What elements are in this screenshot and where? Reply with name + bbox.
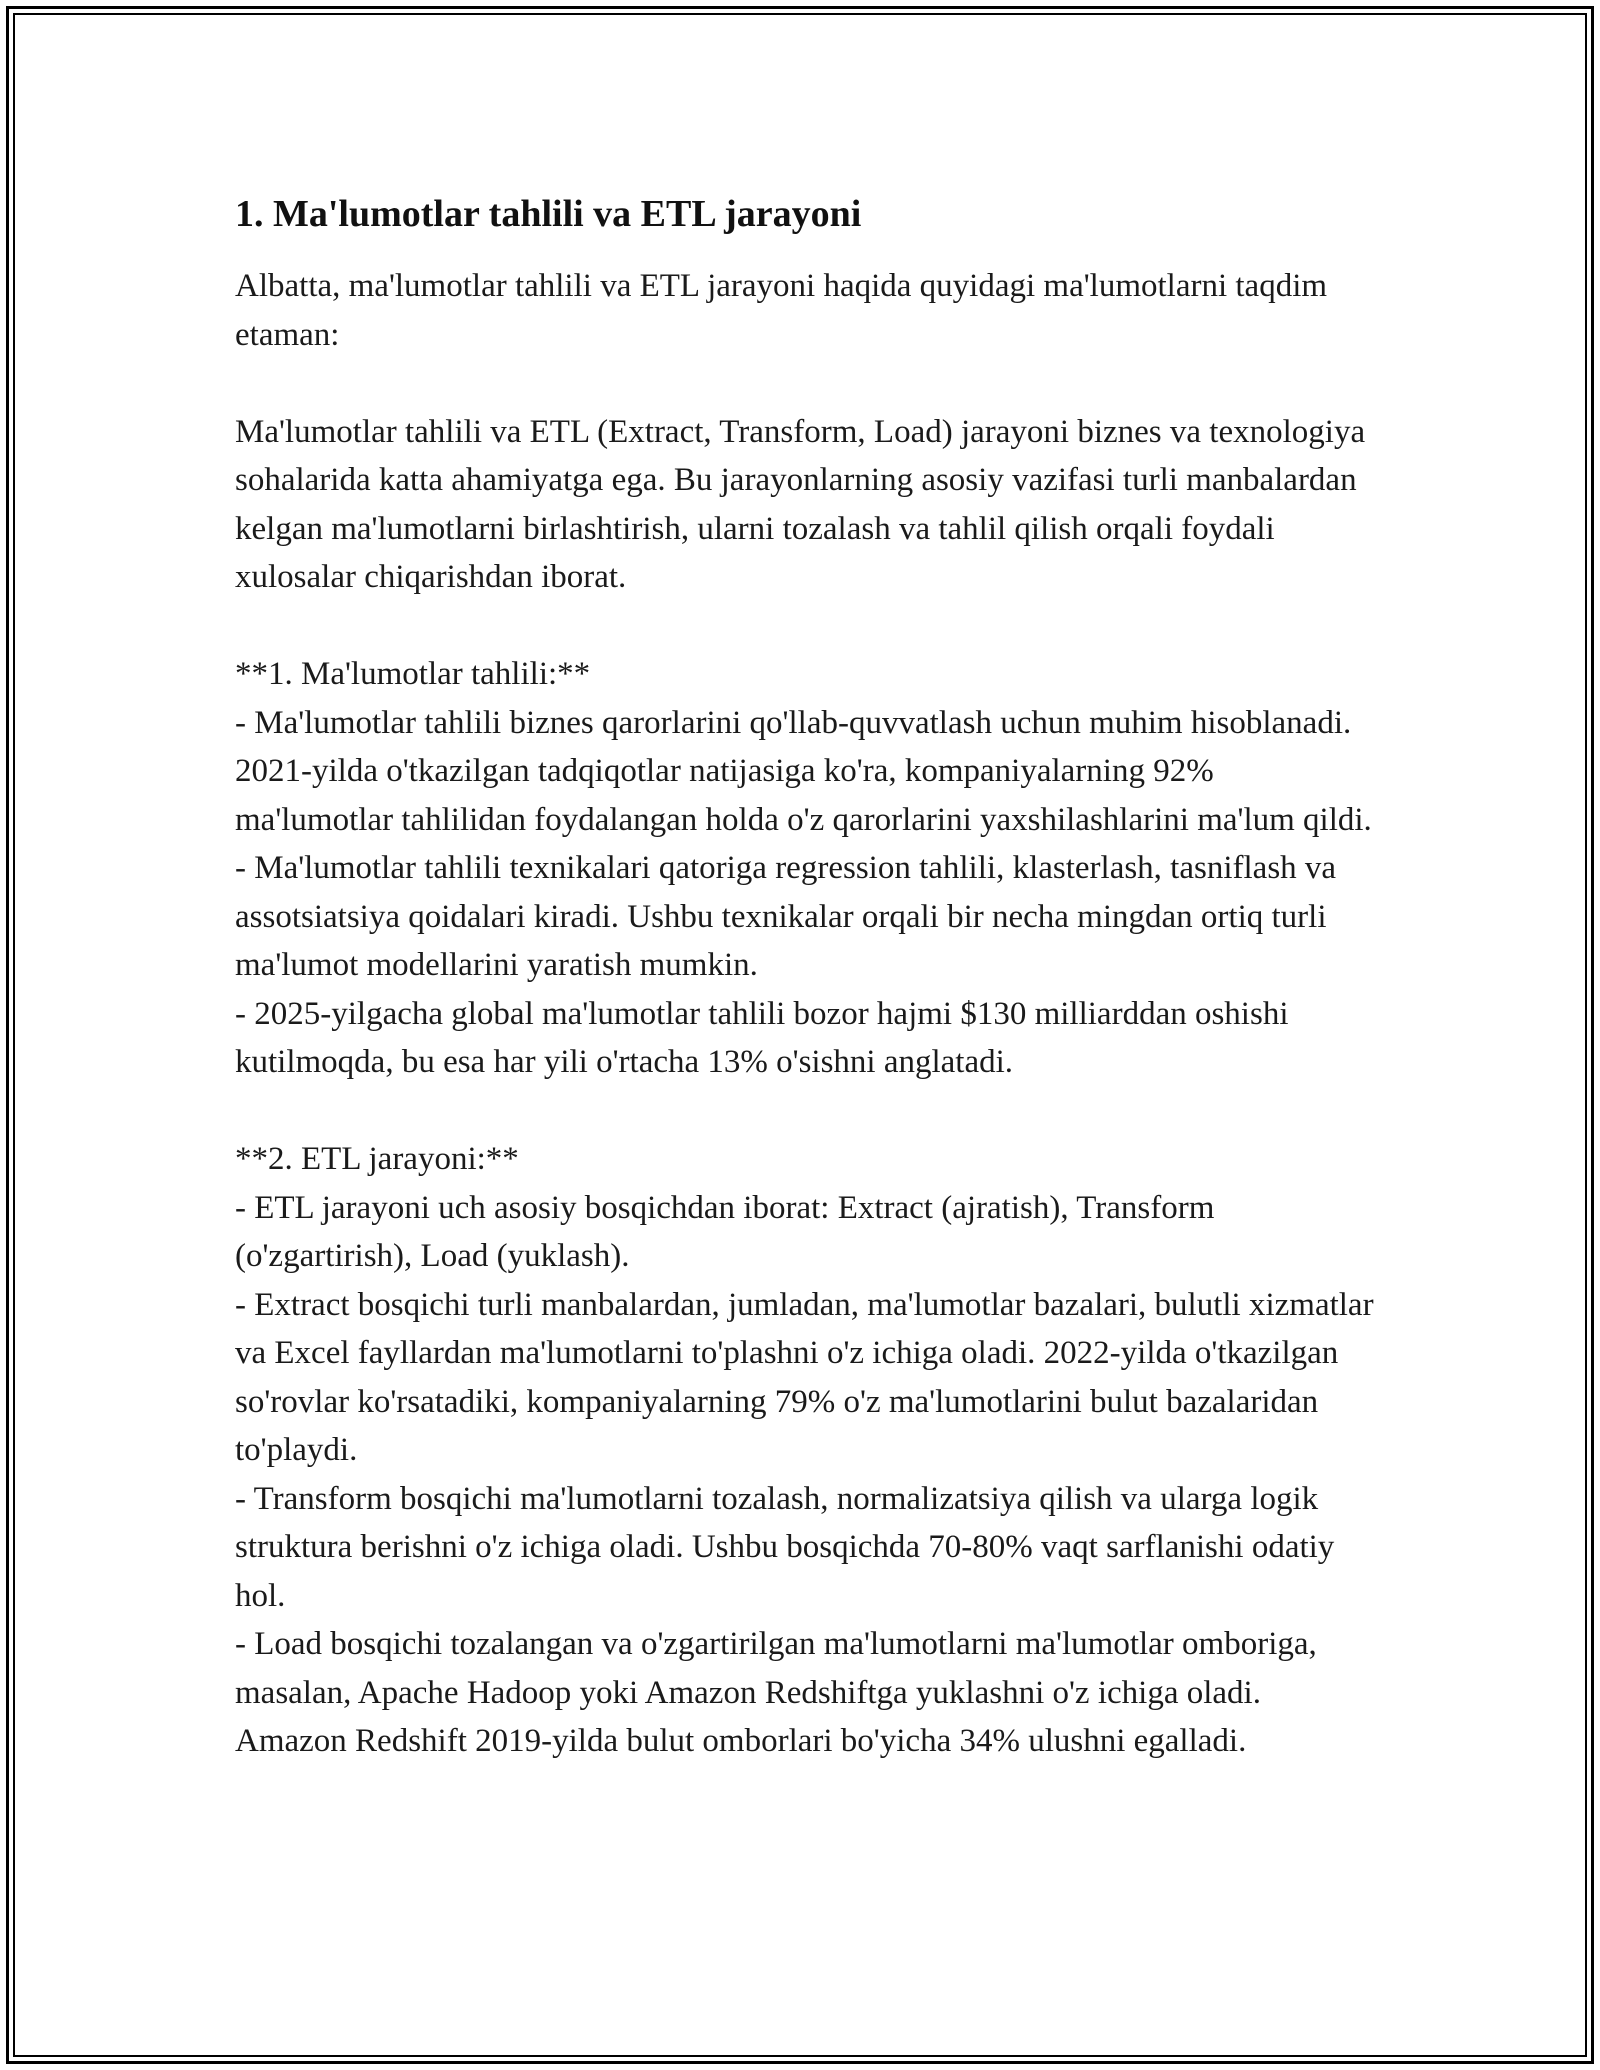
section-heading: **1. Ma'lumotlar tahlili:** [235,656,591,692]
document-title: 1. Ma'lumotlar tahlili va ETL jarayoni [235,193,862,235]
intro-paragraph: Albatta, ma'lumotlar tahlili va ETL jarayoni haqida quyidagi ma'lumotlarni taqdim etaman: [235,268,1336,353]
section-data-analysis [235,650,1375,1087]
paragraph-gap [235,1087,1375,1136]
overview-paragraph: Ma'lumotlar tahlili va ETL (Extract, Transform, Load) jarayoni biznes va texnologiya sohalarida katta ahamiyatga ega. Bu jarayonlarning asosiy vazifasi turli manbalardan kelgan ma'lumotlarni birlashtirish, ularni tozalash va tahlil qilish orqali foydali xulosalar chiqarishdan iborat. [235,413,1374,595]
paragraph-gap [235,602,1375,651]
list-item: - 2025-yilgacha global ma'lumotlar tahlili bozor hajmi $130 milliarddan oshishi kutilmoqda, bu esa har yili o'rtacha 13% o'sishni anglatadi. [235,995,1297,1080]
list-item: - Extract bosqichi turli manbalardan, jumladan, ma'lumotlar bazalari, bulutli xizmatlar va Excel fayllardan ma'lumotlarni to'plashni o'z ichiga oladi. 2022-yilda o'tkazilgan so'rovlar ko'rsatadiki, kompaniyalarning 79% o'z ma'lumotlarini bulut bazalaridan to'playdi. [235,1286,1382,1468]
paragraph-gap [235,359,1375,408]
list-item: - Transform bosqichi ma'lumotlarni tozalash, normalizatsiya qilish va ularga logik struktura berishni o'z ichiga oladi. Ushbu bosqichda 70-80% vaqt sarflanishi odatiy hol. [235,1480,1343,1614]
list-item: - Ma'lumotlar tahlili biznes qarorlarini qo'llab-quvvatlash uchun muhim hisoblanadi. 2021-yilda o'tkazilgan tadqiqotlar natijasiga ko'ra, kompaniyalarning 92% ma'lumotlar tahlilidan foydalangan holda o'z qarorlarini yaxshilashlarini ma'lum qildi. [235,704,1372,838]
list-item: - Ma'lumotlar tahlili texnikalari qatoriga regression tahlili, klasterlash, tasniflash va assotsiatsiya qoidalari kiradi. Ushbu texnikalar orqali bir necha mingdan ortiq turli ma'lumot modellarini yaratish mumkin. [235,850,1345,983]
list-item: - Load bosqichi tozalangan va o'zgartirilgan ma'lumotlarni ma'lumotlar omboriga, masalan, Apache Hadoop yoki Amazon Redshiftga yuklashni o'z ichiga oladi. Amazon Redshift 2019-yilda bulut omborlari bo'yicha 34% ulushni egalladi. [235,1626,1326,1759]
section-heading: **2. ETL jarayoni:** [235,1141,519,1177]
document-body [235,188,1382,1766]
section-etl-process [235,1135,1382,1766]
list-item: - ETL jarayoni uch asosiy bosqichdan iborat: Extract (ajratish), Transform (o'zgartirish), Load (yuklash). [235,1189,1223,1274]
